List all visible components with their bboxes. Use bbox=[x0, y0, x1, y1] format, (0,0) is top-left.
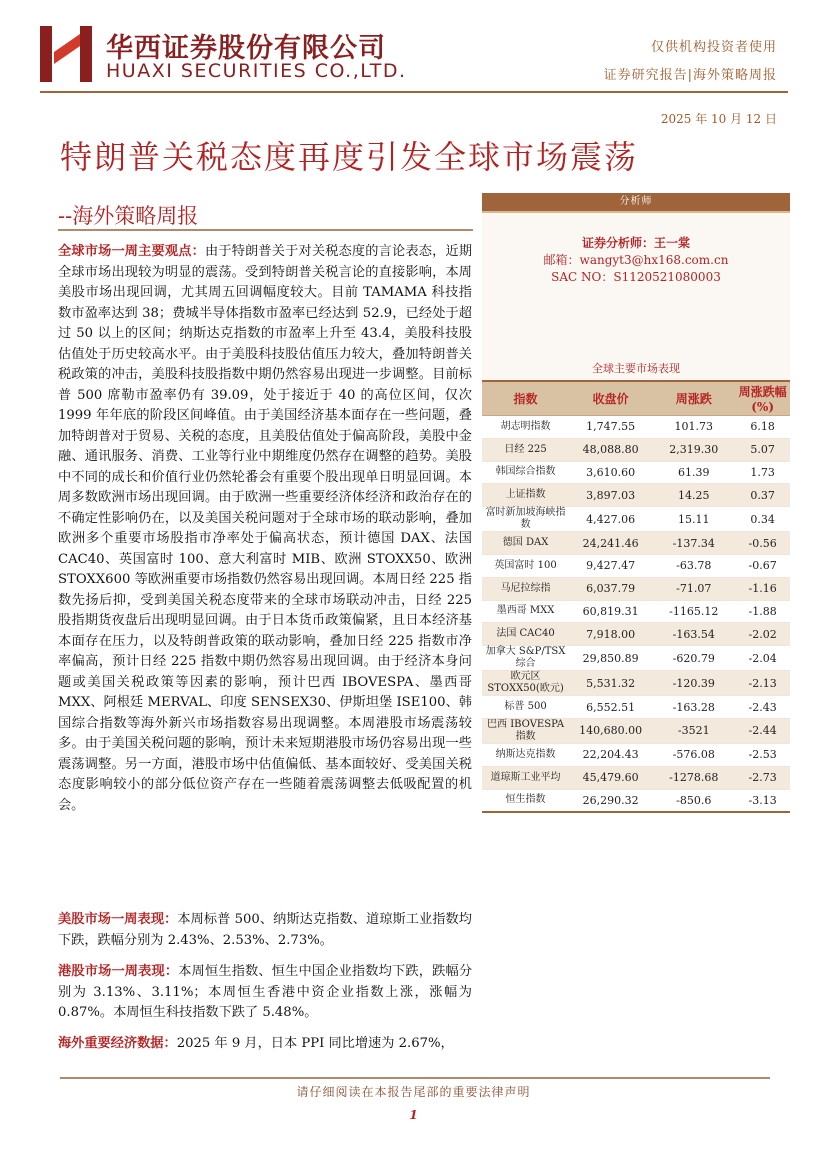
column-header: 周涨跌 bbox=[652, 381, 735, 416]
table-row bbox=[482, 600, 790, 623]
table-header-row bbox=[482, 381, 790, 416]
table-row bbox=[482, 438, 790, 461]
cell-change: 14.25 bbox=[652, 484, 735, 507]
column-header: 指数 bbox=[482, 381, 569, 416]
cell-change: -163.54 bbox=[652, 623, 735, 646]
cell-index: 纳斯达克指数 bbox=[482, 743, 569, 766]
cell-pct: -2.73 bbox=[735, 766, 790, 789]
table-row bbox=[482, 646, 790, 671]
cell-index: 英国富时 100 bbox=[482, 554, 569, 577]
huaxi-logo-icon bbox=[40, 26, 94, 82]
cell-pct: 5.07 bbox=[735, 438, 790, 461]
paragraph-us-market bbox=[58, 910, 472, 951]
paragraph-text: 本周恒生指数、恒生中国企业指数均下跌，跌幅分别为 3.13%、3.11%；本周恒生香港中资企业指数上涨，涨幅为 0.87%。本周恒生科技指数下跌了 5.48%。 bbox=[58, 964, 473, 1020]
analyst-header-bar bbox=[482, 193, 790, 213]
cell-index: 韩国综合指数 bbox=[482, 461, 569, 484]
cell-change: -137.34 bbox=[652, 532, 735, 555]
cell-index: 道琼斯工业平均 bbox=[482, 766, 569, 789]
report-date: 2025 年 10 月 12 日 bbox=[660, 112, 777, 126]
cell-close: 22,204.43 bbox=[569, 743, 652, 766]
table-row bbox=[482, 671, 790, 696]
cell-close: 140,680.00 bbox=[569, 718, 652, 743]
paragraph-text: 2025 年 9 月，日本 PPI 同比增速为 2.67%， bbox=[176, 1036, 454, 1051]
table-row bbox=[482, 577, 790, 600]
paragraph-lead: 海外重要经济数据： bbox=[58, 1036, 177, 1051]
cell-close: 3,897.03 bbox=[569, 484, 652, 507]
cell-pct: -0.56 bbox=[735, 532, 790, 555]
footer-divider bbox=[60, 1077, 770, 1079]
cell-close: 24,241.46 bbox=[569, 532, 652, 555]
cell-pct: -0.67 bbox=[735, 554, 790, 577]
analyst-email: 邮箱：wangyt3@hx168.com.cn bbox=[543, 253, 729, 267]
subtitle-divider bbox=[58, 229, 473, 231]
paragraph-text: 本周标普 500、纳斯达克指数、道琼斯工业指数均下跌，跌幅分别为 2.43%、2.53%、2.73%。 bbox=[58, 912, 472, 948]
cell-close: 45,479.60 bbox=[569, 766, 652, 789]
cell-close: 6,552.51 bbox=[569, 696, 652, 719]
cell-change: 61.39 bbox=[652, 461, 735, 484]
report-subtitle: --海外策略周报 bbox=[58, 204, 199, 228]
cell-change: -120.39 bbox=[652, 671, 735, 696]
table-row bbox=[482, 718, 790, 743]
paragraph-economic-data bbox=[58, 1034, 472, 1055]
page-number: 1 bbox=[409, 1108, 418, 1122]
paragraph-global-market bbox=[58, 242, 472, 816]
cell-index: 墨西哥 MXX bbox=[482, 600, 569, 623]
market-performance-table bbox=[482, 380, 790, 813]
cell-pct: -2.43 bbox=[735, 696, 790, 719]
paragraph-hk-market bbox=[58, 962, 472, 1024]
table-row bbox=[482, 484, 790, 507]
analyst-bar-label: 分析师 bbox=[619, 196, 653, 207]
cell-change: -620.79 bbox=[652, 646, 735, 671]
cell-close: 1,747.55 bbox=[569, 416, 652, 439]
cell-change: -576.08 bbox=[652, 743, 735, 766]
company-name-cn: 华西证券股份有限公司 bbox=[106, 33, 386, 64]
cell-change: -71.07 bbox=[652, 577, 735, 600]
cell-index: 加拿大 S&P/TSX 综合 bbox=[482, 646, 569, 671]
cell-index: 上证指数 bbox=[482, 484, 569, 507]
column-header: 收盘价 bbox=[569, 381, 652, 416]
table-caption: 全球主要市场表现 bbox=[592, 362, 680, 375]
cell-pct: 6.18 bbox=[735, 416, 790, 439]
cell-pct: -2.13 bbox=[735, 671, 790, 696]
cell-index: 富时新加坡海峡指数 bbox=[482, 507, 569, 532]
cell-index: 标普 500 bbox=[482, 696, 569, 719]
cell-pct: 0.34 bbox=[735, 507, 790, 532]
company-name-en: HUAXI SECURITIES CO.,LTD. bbox=[106, 60, 407, 82]
cell-close: 60,819.31 bbox=[569, 600, 652, 623]
cell-close: 26,290.32 bbox=[569, 789, 652, 812]
cell-close: 7,918.00 bbox=[569, 623, 652, 646]
analyst-name: 证券分析师：王一棠 bbox=[581, 236, 690, 250]
cell-change: 101.73 bbox=[652, 416, 735, 439]
cell-change: -163.28 bbox=[652, 696, 735, 719]
cell-change: 2,319.30 bbox=[652, 438, 735, 461]
cell-pct: -2.02 bbox=[735, 623, 790, 646]
cell-close: 5,531.32 bbox=[569, 671, 652, 696]
cell-pct: 1.73 bbox=[735, 461, 790, 484]
paragraph-text: 由于特朗普关于对关税态度的言论表态，近期全球市场出现较为明显的震荡。受到特朗普关税言论的直接影响，本周美股市场出现回调，尤其周五回调幅度较大。目前 TAMAMA 科技指数市盈率达到 38；费城半导体指数市盈率已经达到 52.9，已经处于超过 50 以上的区间；纳斯达克指数的市盈率上升至 43.4，美股科技股估值处于历史较高水平。由于美股科技股估值压力较大，叠加特朗普关税政策的冲击，美股科技股指数中期仍然容易出现进一步调整。目前标普 500 席勒市盈率仍有 39.09，处于接近于 40 的高位区间，仅次 1999 年年底的阶段区间峰值。由于美国经济基本面存在一些问题，叠加特朗普对于贸易、关税的态度，且美股估值处于偏高阶段，美股中金融、通讯服务、消费、工业等行业中期维度仍然存在调整的趋势。美股中不同的成长和价值行业仍然轮番会有重要个股出现单日明显回调。本周多数欧洲市场出现回调。由于欧洲一些重要经济体经济和政治存在的不确定性影响仍在，以及美国关税问题对于全球市场的联动影响，叠加欧洲多个重要市场股指市净率处于偏高状态，预计德国 DAX、法国 CAC40、英国富时 100、意大利富时 MIB、欧洲 STOXX50、欧洲 STOXX600 等欧洲重要市场指数仍然容易出现回调。本周日经 225 指数先扬后抑，受到美国关税态度带来的全球市场联动冲击，日经 225 股指期货夜盘后出现明显回调。由于日本货币政策偏紧，且日本经济基本面存在压力，以及特朗普政策的联动影响，叠加日经 225 指数市净率偏高，预计日经 225 指数中期仍然容易出现回调。由于经济本身问题或美国关税政策等因素的影响，预计巴西 IBOVESPA、墨西哥 MXX、阿根廷 MERVAL、印度 SENSEX30、伊斯坦堡 ISE100、韩国综合指数等海外新兴市场指数容易出现调整。本周港股市场震荡较多。由于美国关税问题的影响，预计未来短期港股市场仍容易出现一些震荡调整。另一方面，港股市场中估值偏低、基本面较好、受美国关税态度影响较小的部分低位资产存在一些随着震荡调整去低吸配置的机会。 bbox=[58, 244, 473, 813]
cell-pct: -1.16 bbox=[735, 577, 790, 600]
table-row bbox=[482, 696, 790, 719]
cell-pct: -2.04 bbox=[735, 646, 790, 671]
cell-close: 48,088.80 bbox=[569, 438, 652, 461]
cell-close: 6,037.79 bbox=[569, 577, 652, 600]
table-row bbox=[482, 461, 790, 484]
cell-index: 胡志明指数 bbox=[482, 416, 569, 439]
cell-change: -1278.68 bbox=[652, 766, 735, 789]
cell-close: 4,427.06 bbox=[569, 507, 652, 532]
cell-pct: -3.13 bbox=[735, 789, 790, 812]
paragraph-lead: 港股市场一周表现： bbox=[58, 964, 179, 979]
cell-change: -1165.12 bbox=[652, 600, 735, 623]
report-title: 特朗普关税态度再度引发全球市场震荡 bbox=[60, 138, 639, 176]
table-row bbox=[482, 554, 790, 577]
cell-pct: -2.44 bbox=[735, 718, 790, 743]
header-divider bbox=[40, 91, 788, 93]
paragraph-lead: 美股市场一周表现： bbox=[58, 912, 178, 927]
cell-close: 3,610.60 bbox=[569, 461, 652, 484]
table-row bbox=[482, 743, 790, 766]
cell-pct: 0.37 bbox=[735, 484, 790, 507]
legal-notice: 请仔细阅读在本报告尾部的重要法律声明 bbox=[296, 1085, 531, 1099]
report-type: 证券研究报告|海外策略周报 bbox=[603, 68, 777, 83]
paragraph-lead: 全球市场一周主要观点： bbox=[58, 244, 205, 259]
cell-index: 德国 DAX bbox=[482, 532, 569, 555]
table-row bbox=[482, 766, 790, 789]
cell-close: 29,850.89 bbox=[569, 646, 652, 671]
audience-note: 仅供机构投资者使用 bbox=[650, 40, 777, 55]
cell-index: 日经 225 bbox=[482, 438, 569, 461]
table-row bbox=[482, 416, 790, 439]
cell-change: -63.78 bbox=[652, 554, 735, 577]
cell-index: 马尼拉综指 bbox=[482, 577, 569, 600]
column-header: 周涨跌幅(%) bbox=[735, 381, 790, 416]
cell-close: 9,427.47 bbox=[569, 554, 652, 577]
table-row bbox=[482, 623, 790, 646]
cell-change: 15.11 bbox=[652, 507, 735, 532]
cell-index: 巴西 IBOVESPA 指数 bbox=[482, 718, 569, 743]
cell-index: 法国 CAC40 bbox=[482, 623, 569, 646]
analyst-sac-no: SAC NO：S1120521080003 bbox=[551, 270, 721, 284]
cell-index: 欧元区 STOXX50(欧元) bbox=[482, 671, 569, 696]
cell-change: -3521 bbox=[652, 718, 735, 743]
cell-change: -850.6 bbox=[652, 789, 735, 812]
table-row bbox=[482, 507, 790, 532]
cell-index: 恒生指数 bbox=[482, 789, 569, 812]
table-row bbox=[482, 789, 790, 812]
table-row bbox=[482, 532, 790, 555]
cell-pct: -2.53 bbox=[735, 743, 790, 766]
cell-pct: -1.88 bbox=[735, 600, 790, 623]
